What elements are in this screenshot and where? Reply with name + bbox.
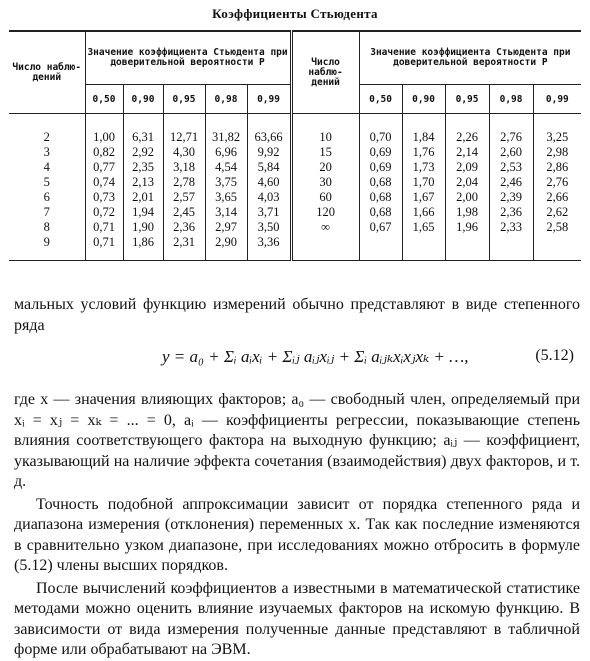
value-cell: 1,84 [402, 114, 445, 146]
value-cell: 1,96 [445, 220, 489, 235]
formula-expression: y = a₀ + Σᵢ aᵢxᵢ + Σᵢⱼ aᵢⱼxᵢⱼ + Σᵢ aᵢⱼₖxᵢxⱼxₖ + …, [162, 347, 469, 366]
paragraph-intro [14, 295, 580, 336]
value-cell: 2,97 [205, 220, 247, 235]
value-cell: 0,70 [359, 114, 402, 146]
n-cell: 4 [9, 160, 85, 175]
left-n-header: Число наблю- дений [9, 31, 85, 114]
table-row [9, 175, 581, 190]
paragraphs-body [14, 390, 580, 661]
value-cell: 2,62 [533, 205, 581, 220]
table-row [9, 205, 581, 220]
formula-5-12 [0, 343, 590, 383]
n-cell: 120 [291, 205, 359, 220]
value-cell: 1,65 [402, 220, 445, 235]
value-cell: 1,94 [123, 205, 163, 220]
value-cell: 2,76 [489, 114, 533, 146]
value-cell: 3,25 [533, 114, 581, 146]
value-cell: 3,71 [247, 205, 291, 220]
value-cell: 2,90 [205, 235, 247, 261]
n-cell: 30 [291, 175, 359, 190]
value-cell: 2,76 [533, 175, 581, 190]
right-group-header: Значение коэффициента Стьюдента при доверительной вероятности P [359, 31, 581, 85]
p-header: 0,90 [402, 85, 445, 114]
table-row [9, 190, 581, 205]
value-cell: 1,67 [402, 190, 445, 205]
value-cell: 3,65 [205, 190, 247, 205]
value-cell: 0,82 [85, 145, 123, 160]
p-header: 0,95 [163, 85, 205, 114]
value-cell: 2,13 [123, 175, 163, 190]
value-cell: 0,71 [85, 235, 123, 261]
value-cell: 0,68 [359, 175, 402, 190]
value-cell [489, 235, 533, 261]
value-cell: 2,35 [123, 160, 163, 175]
value-cell: 0,67 [359, 220, 402, 235]
value-cell: 3,18 [163, 160, 205, 175]
value-cell: 2,31 [163, 235, 205, 261]
value-cell: 3,14 [205, 205, 247, 220]
value-cell: 63,66 [247, 114, 291, 146]
value-cell: 1,00 [85, 114, 123, 146]
value-cell: 2,98 [533, 145, 581, 160]
n-cell: ∞ [291, 220, 359, 235]
value-cell: 1,70 [402, 175, 445, 190]
n-cell: 7 [9, 205, 85, 220]
value-cell: 0,71 [85, 220, 123, 235]
value-cell: 1,86 [123, 235, 163, 261]
value-cell: 1,98 [445, 205, 489, 220]
value-cell: 2,39 [489, 190, 533, 205]
table-title: Коэффициенты Стьюдента [212, 6, 378, 21]
value-cell: 2,14 [445, 145, 489, 160]
value-cell: 0,68 [359, 190, 402, 205]
value-cell: 3,75 [205, 175, 247, 190]
value-cell [402, 235, 445, 261]
value-cell: 4,30 [163, 145, 205, 160]
table-row [9, 145, 581, 160]
table-row [9, 160, 581, 175]
value-cell: 0,74 [85, 175, 123, 190]
table-row [9, 220, 581, 235]
value-cell: 2,46 [489, 175, 533, 190]
value-cell: 2,66 [533, 190, 581, 205]
p-header: 0,50 [359, 85, 402, 114]
value-cell: 1,90 [123, 220, 163, 235]
n-cell: 10 [291, 114, 359, 146]
value-cell: 2,01 [123, 190, 163, 205]
p-header: 0,90 [123, 85, 163, 114]
value-cell: 2,45 [163, 205, 205, 220]
n-cell: 2 [9, 114, 85, 146]
n-cell: 8 [9, 220, 85, 235]
value-cell: 2,04 [445, 175, 489, 190]
right-n-header: Число наблю- дений [291, 31, 359, 114]
value-cell: 2,86 [533, 160, 581, 175]
value-cell: 0,69 [359, 160, 402, 175]
n-cell: 60 [291, 190, 359, 205]
p-header: 0,98 [205, 85, 247, 114]
n-cell: 9 [9, 235, 85, 261]
value-cell: 2,00 [445, 190, 489, 205]
value-cell: 4,60 [247, 175, 291, 190]
formula-number: (5.12) [535, 347, 574, 364]
value-cell: 2,53 [489, 160, 533, 175]
value-cell [445, 235, 489, 261]
left-group-header: Значение коэффициента Стьюдента при доверительной вероятности P [85, 31, 291, 85]
paragraph-definitions: где x — значения влияющих факторов; a₀ — свободный член, определяемый при xᵢ = xⱼ = xₖ = ... = 0, aᵢ — коэффициенты регрессии, показывающие степень влияния соответствующего фактора на выходную функцию; aᵢⱼ — коэффициент, указывающий на наличие эффекта сочетания (взаимодействия) двух факторов, и т. д. [14, 391, 580, 490]
value-cell [533, 235, 581, 261]
value-cell: 31,82 [205, 114, 247, 146]
n-cell: 5 [9, 175, 85, 190]
value-cell: 0,68 [359, 205, 402, 220]
value-cell: 0,73 [85, 190, 123, 205]
n-cell: 20 [291, 160, 359, 175]
value-cell: 6,31 [123, 114, 163, 146]
value-cell: 1,66 [402, 205, 445, 220]
paragraph-coefficients: После вычислений коэффициентов a известными в математической статистике методами можно оценить влияние изучаемых факторов на искомую функцию. В зависимости от вида измерения полученные данные представляют в табличной форме или обрабатывают на ЭВМ. [14, 579, 580, 658]
n-cell [291, 235, 359, 261]
value-cell: 2,57 [163, 190, 205, 205]
value-cell: 2,92 [123, 145, 163, 160]
value-cell: 1,73 [402, 160, 445, 175]
value-cell: 2,09 [445, 160, 489, 175]
value-cell: 4,03 [247, 190, 291, 205]
value-cell: 0,77 [85, 160, 123, 175]
value-cell: 2,60 [489, 145, 533, 160]
value-cell: 2,36 [489, 205, 533, 220]
n-cell: 6 [9, 190, 85, 205]
table-row [9, 114, 581, 146]
n-cell: 15 [291, 145, 359, 160]
table-body [9, 114, 581, 261]
value-cell: 4,54 [205, 160, 247, 175]
value-cell: 2,26 [445, 114, 489, 146]
value-cell: 2,33 [489, 220, 533, 235]
value-cell: 2,78 [163, 175, 205, 190]
value-cell: 3,50 [247, 220, 291, 235]
student-coefficients-table [9, 30, 581, 261]
value-cell: 2,58 [533, 220, 581, 235]
value-cell: 6,96 [205, 145, 247, 160]
table-row [9, 235, 581, 261]
n-cell: 3 [9, 145, 85, 160]
value-cell: 0,69 [359, 145, 402, 160]
value-cell: 9,92 [247, 145, 291, 160]
value-cell: 2,36 [163, 220, 205, 235]
paragraph-accuracy: Точность подобной аппроксимации зависит от порядка степенного ряда и диапазона измерения (отклонения) переменных x. Так как последние изменяются в сравнительно узком диапазоне, при исследованиях можно отбросить в формуле (5.12) члены высших порядков. [14, 495, 580, 574]
p-header: 0,98 [489, 85, 533, 114]
value-cell: 1,76 [402, 145, 445, 160]
value-cell: 12,71 [163, 114, 205, 146]
value-cell: 0,72 [85, 205, 123, 220]
p-header: 0,99 [533, 85, 581, 114]
p-header: 0,99 [247, 85, 291, 114]
p-header: 0,50 [85, 85, 123, 114]
value-cell: 3,36 [247, 235, 291, 261]
value-cell: 5,84 [247, 160, 291, 175]
value-cell [359, 235, 402, 261]
p-header: 0,95 [445, 85, 489, 114]
paragraph-text: мальных условий функцию измерений обычно представляют в виде степенного ряда [14, 296, 580, 334]
